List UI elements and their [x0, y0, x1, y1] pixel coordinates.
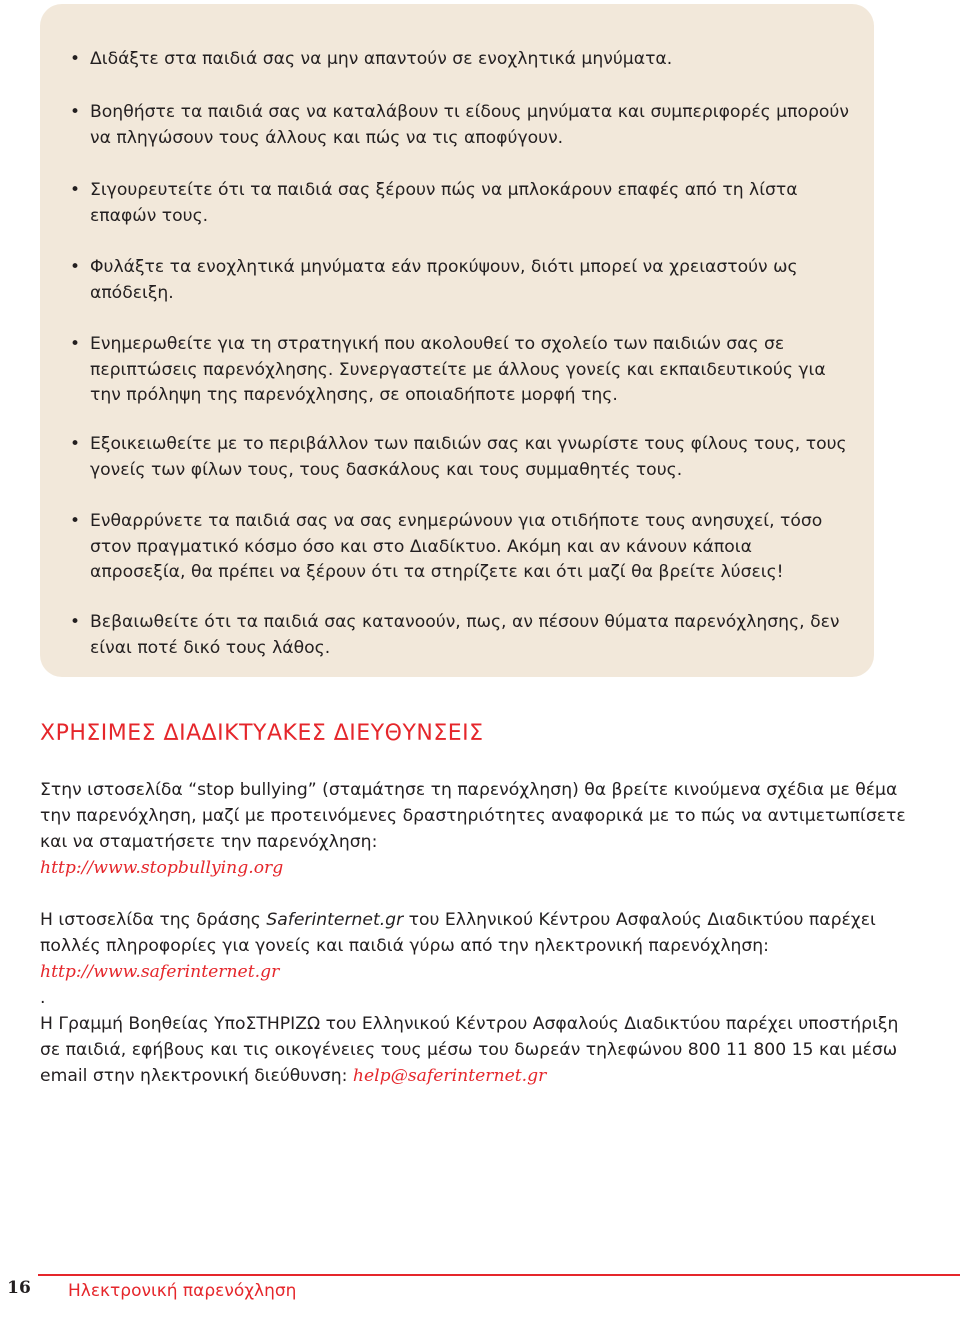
tip-item: [70, 610, 850, 661]
footer-divider: [0, 1274, 960, 1276]
tip-text: Διδάξτε στα παιδιά σας να μην απαντούν σε ενοχλητικά μηνύματα.: [90, 49, 673, 69]
tip-text: Βοηθήστε τα παιδιά σας να καταλάβουν τι είδους μηνύματα και συμπεριφορές μπορούν να πληγώσουν τους άλλους και πώς να τις αποφύγουν.: [90, 102, 849, 148]
helpline-email-link[interactable]: help@saferinternet.gr: [352, 1066, 547, 1086]
tip-item: [70, 509, 850, 586]
section-heading: ΧΡΗΣΙΜΕΣ ΔΙΑΔΙΚΤΥΑΚΕΣ ΔΙΕΥΘΥΝΣΕΙΣ: [40, 721, 484, 746]
tip-item: [70, 255, 850, 306]
tip-item: [70, 178, 850, 229]
tip-text: Ενημερωθείτε για τη στρατηγική που ακολουθεί το σχολείο των παιδιών σας σε περιπτώσεις παρενόχλησης. Συνεργαστείτε με άλλους γονείς και εκπαιδευτικούς για την πρόληψη της παρενόχλησης, σε οποιαδήποτε μορφή της.: [90, 334, 826, 405]
bullet-icon: •: [70, 511, 81, 531]
stopbullying-paragraph: [40, 777, 910, 881]
bullet-icon: •: [70, 434, 81, 454]
bullet-icon: •: [70, 102, 81, 122]
stopbullying-link[interactable]: http://www.stopbullying.org: [40, 858, 284, 878]
paragraph-text: Η ιστοσελίδα της δράσης: [40, 910, 267, 930]
site-name: Saferinternet.gr: [266, 910, 404, 930]
bullet-icon: •: [70, 49, 81, 69]
tip-item: [70, 332, 850, 409]
bullet-icon: •: [70, 180, 81, 200]
tips-box: [40, 4, 874, 677]
tip-item: [70, 432, 850, 483]
tip-text: Φυλάξτε τα ενοχλητικά μηνύματα εάν προκύψουν, διότι μπορεί να χρειαστούν ως απόδειξη.: [90, 257, 798, 303]
footer-title: Ηλεκτρονική παρενόχληση: [68, 1281, 297, 1301]
stray-dot: .: [40, 988, 46, 1008]
helpline-paragraph: [40, 1011, 910, 1089]
paragraph-text: Η Γραμμή Βοηθείας ΥποΣΤΗΡΙΖΩ του Ελληνικού Κέντρου Ασφαλούς Διαδικτύου παρέχει υποστήριξη σε παιδιά, εφήβους και τις οικογένειες τους μέσω του δωρεάν τηλεφώνου 800 11 800 15 και μέσω email στην ηλεκτρονική διεύθυνση:: [40, 1014, 899, 1086]
tip-text: Εξοικειωθείτε με το περιβάλλον των παιδιών σας και γνωρίστε τους φίλους τους, τους γονείς των φίλων τους, τους δασκάλους και τους συμμαθητές τους.: [90, 434, 847, 480]
saferinternet-link[interactable]: http://www.saferinternet.gr: [40, 962, 280, 982]
bullet-icon: •: [70, 612, 81, 632]
paragraph-text: Στην ιστοσελίδα “stop bullying” (σταμάτησε τη παρενόχληση) θα βρείτε κινούμενα σχέδια με θέμα την παρενόχληση, μαζί με προτεινόμενες δραστηριότητες αναφορικά με το πώς να αντιμετωπίσετε και να σταματήσετε την παρενόχληση:: [40, 780, 906, 852]
tip-item: [70, 47, 850, 73]
paragraph-text: του Ελληνικού Κέντρου Ασφαλούς Διαδικτύου παρέχει πολλές πληροφορίες για γονείς και παιδιά γύρω από την ηλεκτρονική παρενόχληση:: [40, 910, 876, 956]
tip-text: Ενθαρρύνετε τα παιδιά σας να σας ενημερώνουν για οτιδήποτε τους ανησυχεί, τόσο στον πραγματικό κόσμο όσο και στο Διαδίκτυο. Ακόμη και αν κάνουν κάποια απροσεξία, θα πρέπει να ξέρουν ότι τα στηρίζετε και ότι μαζί θα βρείτε λύσεις!: [90, 511, 823, 582]
tip-text: Βεβαιωθείτε ότι τα παιδιά σας κατανοούν, πως, αν πέσουν θύματα παρενόχλησης, δεν είναι ποτέ δικό τους λάθος.: [90, 612, 840, 658]
bullet-icon: •: [70, 257, 81, 277]
saferinternet-paragraph: [40, 907, 910, 1011]
bullet-icon: •: [70, 334, 81, 354]
tip-text: Σιγουρευτείτε ότι τα παιδιά σας ξέρουν πώς να μπλοκάρουν επαφές από τη λίστα επαφών τους.: [90, 180, 798, 226]
page-number: 16: [0, 1268, 38, 1308]
tip-item: [70, 100, 850, 151]
